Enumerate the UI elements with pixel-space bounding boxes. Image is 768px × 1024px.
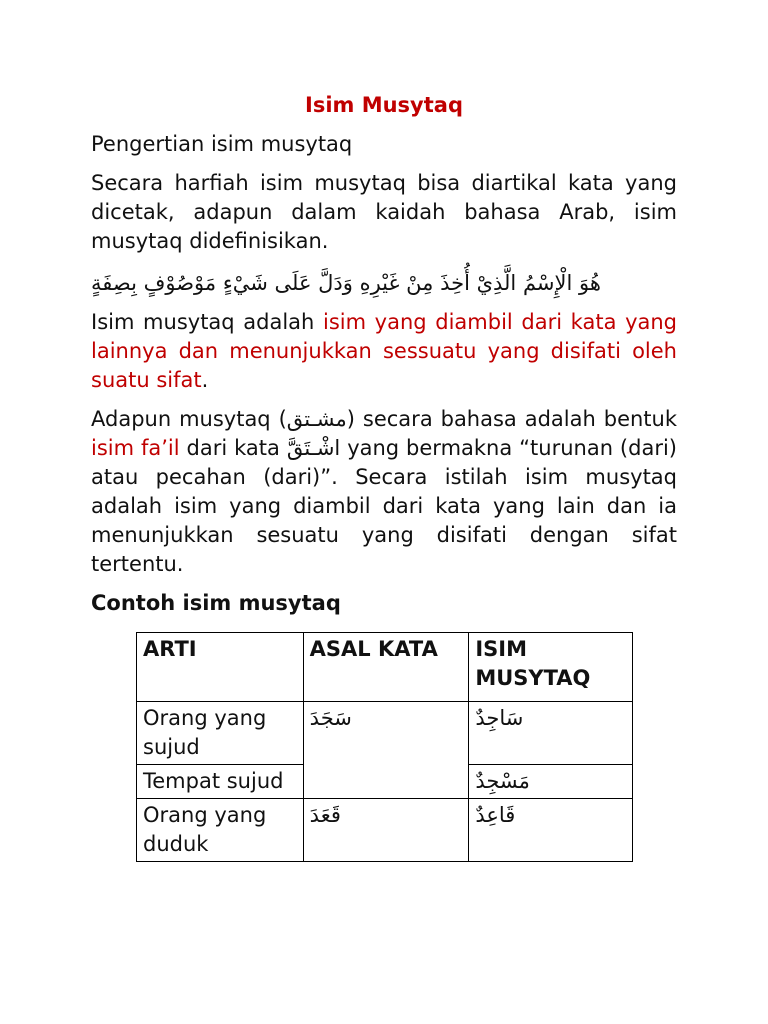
examples-table: [136, 632, 633, 862]
p3-highlight: isim yang diambil dari kata yang lainnya dan menunjukkan sessuatu yang disifati oleh suatu sifat: [91, 310, 678, 392]
isim-musytaq-arabic: سَاجِدٌ: [475, 706, 524, 730]
section-heading-examples: Contoh isim musytaq: [91, 591, 341, 615]
asal-kata-arabic: قَعَدَ: [309, 803, 341, 827]
asal-kata-arabic: سَجَدَ: [309, 706, 352, 730]
p4-arabic-isytaqqa: اشْـتَقَّ: [286, 436, 341, 460]
document-body: [91, 90, 677, 623]
header-isim-musytaq: ISIM MUSYTAQ: [469, 633, 633, 702]
arabic-definition-text: هُوَ الْإِسْمُ الَّذِيْ أُخِذَ مِنْ غَيْرِهِ وَدَلَّ عَلَى شَيْءٍ مَوْصُوْفٍ بِصِفَةٍ: [91, 271, 601, 295]
paragraph-definition-heading: Pengertian isim musytaq: [91, 132, 353, 156]
paragraph-literal-meaning: Secara harfiah isim musytaq bisa diartikal kata yang dicetak, adapun dalam kaidah bahasa Arab, isim musytaq didefinisikan.: [91, 171, 677, 253]
cell-isim-musytaq: [469, 799, 633, 862]
p4-text-d: yang bermakna “turunan (dari) atau pecahan (dari)”. Secara istilah isim musytaq adalah isim yang diambil dari kata yang lain dan ia menunjukkan sesuatu yang disifati dengan sifat tertentu.: [91, 436, 677, 576]
cell-isim-musytaq: [469, 702, 633, 765]
p4-text-b: ) secara bahasa adalah bentuk: [346, 407, 678, 431]
p4-text-a: Adapun musytaq (: [91, 407, 287, 431]
arabic-definition: [91, 266, 677, 300]
paragraph-etymology: [91, 405, 677, 579]
table-row: [137, 799, 633, 862]
p4-text-c: dari kata: [179, 436, 287, 460]
isim-musytaq-arabic: مَسْجِدٌ: [475, 769, 530, 793]
paragraph-isim-musytaq-definition: [91, 308, 677, 395]
isim-musytaq-arabic: قَاعِدٌ: [475, 803, 516, 827]
cell-arti: Tempat sujud: [137, 765, 304, 799]
p4-arabic-musytaq: مشـتق: [286, 407, 347, 431]
p3-text-b: .: [201, 368, 209, 392]
table-row: [137, 702, 633, 765]
p3-text-a: Isim musytaq adalah: [91, 310, 323, 334]
cell-arti: Orang yang sujud: [137, 702, 304, 765]
header-asal-kata: ASAL KATA: [303, 633, 469, 702]
cell-asal-kata: [303, 702, 469, 799]
cell-asal-kata: [303, 799, 469, 862]
page-title: Isim Musytaq: [305, 93, 463, 117]
cell-isim-musytaq: [469, 765, 633, 799]
header-arti: ARTI: [137, 633, 304, 702]
cell-arti: Orang yang duduk: [137, 799, 304, 862]
p4-highlight: isim fa’il: [91, 436, 180, 460]
table-header-row: [137, 633, 633, 702]
